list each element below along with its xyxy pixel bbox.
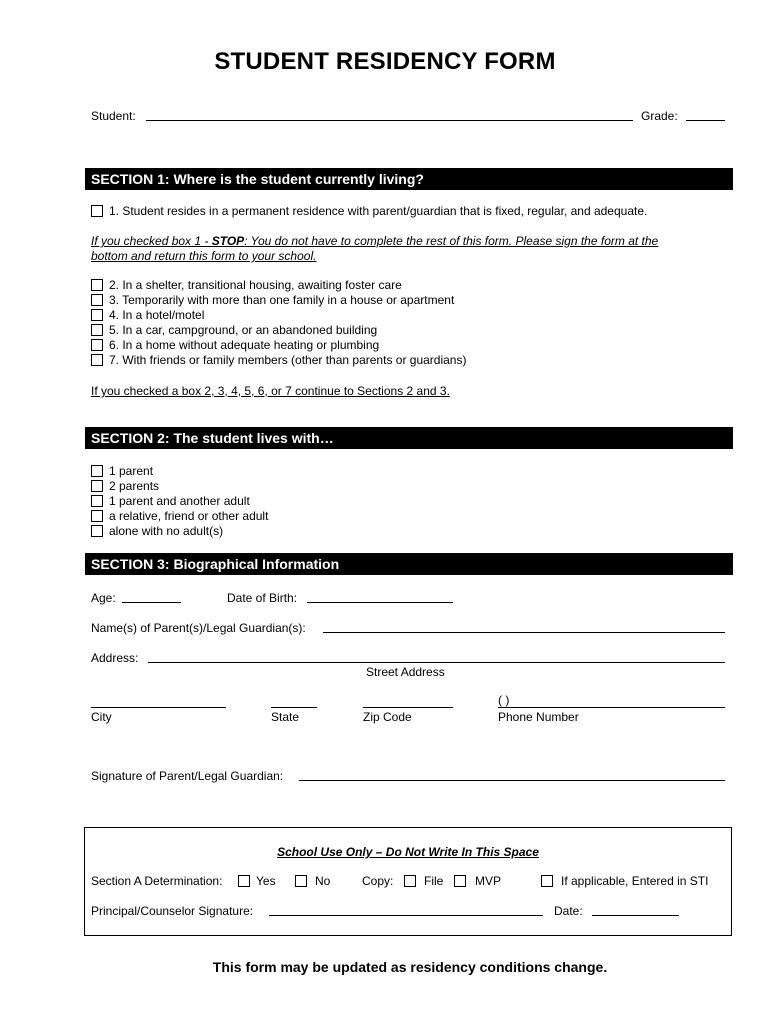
city-field[interactable] <box>91 707 226 708</box>
street-address-field[interactable] <box>148 662 725 663</box>
copy-label: Copy: <box>362 874 394 888</box>
principal-signature-label: Principal/Counselor Signature: <box>91 904 254 918</box>
date-label: Date: <box>554 904 583 918</box>
mvp-checkbox[interactable] <box>454 875 466 887</box>
date-field[interactable] <box>592 915 679 916</box>
parent-signature-field[interactable] <box>299 780 725 781</box>
mvp-label: MVP <box>475 874 502 888</box>
parents-field[interactable] <box>323 632 725 633</box>
checkbox[interactable] <box>91 480 103 492</box>
footer-note: This form may be updated as residency conditions change. <box>212 959 608 975</box>
parent-signature-label: Signature of Parent/Legal Guardian: <box>91 769 284 783</box>
grade-label: Grade: <box>641 109 678 123</box>
checkbox[interactable] <box>91 354 103 366</box>
no-checkbox[interactable] <box>295 875 307 887</box>
dob-label: Date of Birth: <box>227 591 298 605</box>
state-caption: State <box>271 710 300 724</box>
age-field[interactable] <box>122 602 181 603</box>
stop-note: If you checked box 1 - STOP: You do not have to complete the rest of this form. Please sign the form at the bottom and return this form to your school. <box>91 234 659 263</box>
student-name-field[interactable] <box>146 120 633 121</box>
school-use-heading: School Use Only – Do Not Write In This Space <box>277 845 539 859</box>
principal-signature-field[interactable] <box>269 915 543 916</box>
student-label: Student: <box>91 109 136 123</box>
sti-checkbox[interactable] <box>541 875 553 887</box>
checkbox[interactable] <box>91 324 103 336</box>
checkbox[interactable] <box>91 309 103 321</box>
zip-caption: Zip Code <box>363 710 412 724</box>
checkbox[interactable] <box>91 339 103 351</box>
checkbox[interactable] <box>91 279 103 291</box>
section-3-heading: SECTION 3: Biographical Information <box>85 553 733 575</box>
checkbox[interactable] <box>91 510 103 522</box>
checkbox[interactable] <box>91 465 103 477</box>
checkbox[interactable] <box>91 205 103 217</box>
age-label: Age: <box>91 591 116 605</box>
form-title: STUDENT RESIDENCY FORM <box>214 48 556 75</box>
determination-label: Section A Determination: <box>91 874 223 888</box>
grade-field[interactable] <box>686 120 725 121</box>
file-checkbox[interactable] <box>404 875 416 887</box>
sti-label: If applicable, Entered in STI <box>561 874 709 888</box>
phone-caption: Phone Number <box>498 710 579 724</box>
continue-note: If you checked a box 2, 3, 4, 5, 6, or 7 continue to Sections 2 and 3. <box>91 384 450 398</box>
section-2-heading: SECTION 2: The student lives with… <box>85 427 733 449</box>
phone-area-code: ( ) <box>498 693 510 707</box>
yes-label: Yes <box>256 874 276 888</box>
zip-field[interactable] <box>363 707 453 708</box>
checkbox[interactable] <box>91 495 103 507</box>
no-label: No <box>315 874 331 888</box>
section-1-heading: SECTION 1: Where is the student currently living? <box>85 168 733 190</box>
file-label: File <box>424 874 444 888</box>
checkbox[interactable] <box>91 294 103 306</box>
phone-field[interactable] <box>498 707 725 708</box>
checkbox[interactable] <box>91 525 103 537</box>
state-field[interactable] <box>271 707 317 708</box>
dob-field[interactable] <box>307 602 453 603</box>
city-caption: City <box>91 710 112 724</box>
address-label: Address: <box>91 651 139 665</box>
street-address-caption: Street Address <box>366 665 445 679</box>
parents-label: Name(s) of Parent(s)/Legal Guardian(s): <box>91 621 306 635</box>
yes-checkbox[interactable] <box>238 875 250 887</box>
